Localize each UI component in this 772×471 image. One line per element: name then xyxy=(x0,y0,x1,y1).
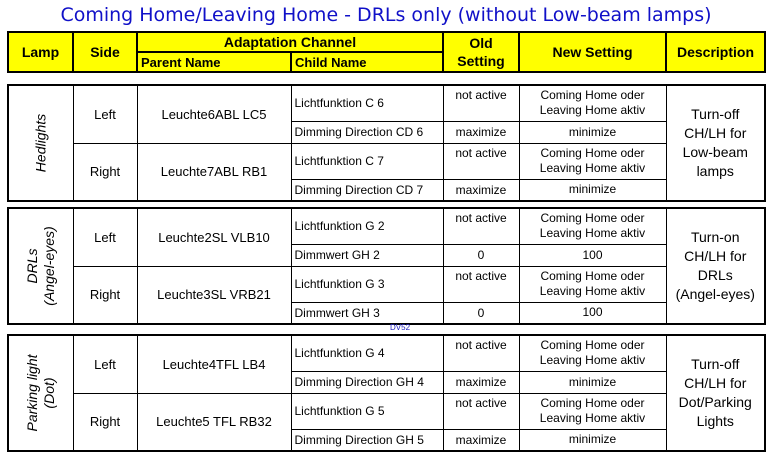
header-child-name: Child Name xyxy=(291,52,443,72)
lamp-cell xyxy=(8,208,73,324)
header-table xyxy=(7,31,766,73)
old-setting-cell: maximize xyxy=(443,179,519,201)
section-table xyxy=(7,207,766,325)
side-cell: Right xyxy=(73,143,137,201)
section-table xyxy=(7,334,766,452)
new-setting-line: 100 xyxy=(582,247,603,262)
child-name-cell: Dimming Direction GH 5 xyxy=(291,429,443,451)
side-cell: Left xyxy=(73,208,137,266)
watermark: DV52 xyxy=(390,323,411,332)
child-name-cell: Lichtfunktion G 2 xyxy=(291,208,443,244)
new-setting-line: Coming Home oder xyxy=(540,146,645,160)
side-cell: Right xyxy=(73,266,137,324)
child-name-cell: Dimmwert GH 2 xyxy=(291,244,443,266)
header-description: Description xyxy=(666,32,765,72)
side-cell: Left xyxy=(73,335,137,393)
description-line: Turn-off xyxy=(691,106,740,122)
new-setting-cell xyxy=(519,121,666,143)
new-setting-cell xyxy=(519,266,666,302)
header-old-setting xyxy=(443,32,519,72)
new-setting-line: Coming Home oder xyxy=(540,396,645,410)
new-setting-cell xyxy=(519,429,666,451)
new-setting-cell xyxy=(519,393,666,429)
lamp-label-line: Parking light xyxy=(23,354,40,432)
old-setting-cell: not active xyxy=(443,335,519,371)
new-setting-line: Leaving Home aktiv xyxy=(539,411,646,425)
description-line: CH/LH for xyxy=(684,125,747,141)
description-line: DRLs xyxy=(697,267,733,283)
parent-name-cell: Leuchte4TFL LB4 xyxy=(137,335,291,393)
description-cell xyxy=(666,85,765,201)
old-setting-cell: not active xyxy=(443,393,519,429)
old-setting-cell: maximize xyxy=(443,371,519,393)
description-cell xyxy=(666,335,765,451)
child-name-cell: Lichtfunktion G 4 xyxy=(291,335,443,371)
new-setting-line: minimize xyxy=(568,374,617,389)
new-setting-line: minimize xyxy=(568,182,617,197)
old-setting-cell: not active xyxy=(443,208,519,244)
child-name-cell: Lichtfunktion G 3 xyxy=(291,266,443,302)
child-name-cell: Lichtfunktion C 6 xyxy=(291,85,443,121)
new-setting-line: 100 xyxy=(582,305,603,320)
new-setting-cell xyxy=(519,143,666,179)
child-name-cell: Dimming Direction CD 7 xyxy=(291,179,443,201)
child-name-cell: Dimming Direction CD 6 xyxy=(291,121,443,143)
parent-name-cell: Leuchte5 TFL RB32 xyxy=(137,393,291,451)
lamp-label-line: DRLs xyxy=(23,248,40,284)
side-cell: Left xyxy=(73,85,137,143)
new-setting-cell xyxy=(519,302,666,324)
header-lamp: Lamp xyxy=(8,32,73,72)
new-setting-cell xyxy=(519,371,666,393)
description-line: CH/LH for xyxy=(684,375,747,391)
description-line: Turn-off xyxy=(691,356,740,372)
header-old-line-1: Old xyxy=(469,35,493,51)
header-side: Side xyxy=(73,32,137,72)
child-name-cell: Lichtfunktion G 5 xyxy=(291,393,443,429)
new-setting-line: Leaving Home aktiv xyxy=(539,353,646,368)
lamp-label-line: (Angel-eyes) xyxy=(40,226,57,306)
header-old-line-2: Setting xyxy=(457,53,505,69)
lamp-label xyxy=(24,354,58,431)
lamp-cell xyxy=(8,85,73,201)
new-setting-cell xyxy=(519,335,666,371)
description-line: CH/LH for xyxy=(684,248,747,264)
child-name-cell: Dimmwert GH 3 xyxy=(291,302,443,324)
lamp-label xyxy=(24,226,58,305)
old-setting-cell: 0 xyxy=(443,302,519,324)
description-line: lamps xyxy=(696,163,734,179)
old-setting-cell: maximize xyxy=(443,429,519,451)
header-adaptation-channel: Adaptation Channel xyxy=(137,32,443,52)
new-setting-cell xyxy=(519,244,666,266)
description-line: Dot/Parking xyxy=(678,394,752,410)
description-line: (Angel-eyes) xyxy=(675,286,755,302)
description-line: Low-beam xyxy=(682,144,748,160)
parent-name-cell: Leuchte3SL VRB21 xyxy=(137,266,291,324)
description-line: Lights xyxy=(696,413,734,429)
old-setting-cell: maximize xyxy=(443,121,519,143)
new-setting-line: Coming Home oder xyxy=(540,269,645,283)
section-table xyxy=(7,84,766,202)
old-setting-cell: not active xyxy=(443,143,519,179)
parent-name-cell: Leuchte2SL VLB10 xyxy=(137,208,291,266)
old-setting-cell: not active xyxy=(443,85,519,121)
old-setting-cell: 0 xyxy=(443,244,519,266)
header-parent-name: Parent Name xyxy=(137,52,291,72)
new-setting-line: Coming Home oder xyxy=(540,338,645,353)
new-setting-line: Leaving Home aktiv xyxy=(539,103,646,118)
new-setting-cell xyxy=(519,85,666,121)
old-setting-cell: not active xyxy=(443,266,519,302)
child-name-cell: Lichtfunktion C 7 xyxy=(291,143,443,179)
page-title: Coming Home/Leaving Home - DRLs only (without Low-beam lamps) xyxy=(60,4,712,26)
header-new-setting: New Setting xyxy=(519,32,666,72)
new-setting-line: minimize xyxy=(568,432,617,447)
lamp-label-line: (Dot) xyxy=(40,377,57,409)
new-setting-line: minimize xyxy=(568,124,617,139)
side-cell: Right xyxy=(73,393,137,451)
parent-name-cell: Leuchte6ABL LC5 xyxy=(137,85,291,143)
new-setting-line: Coming Home oder xyxy=(540,88,645,103)
new-setting-cell xyxy=(519,208,666,244)
new-setting-line: Leaving Home aktiv xyxy=(539,284,646,298)
lamp-label-line: Hedlights xyxy=(32,113,49,173)
lamp-cell xyxy=(8,335,73,451)
child-name-cell: Dimming Direction GH 4 xyxy=(291,371,443,393)
new-setting-line: Leaving Home aktiv xyxy=(539,161,646,175)
parent-name-cell: Leuchte7ABL RB1 xyxy=(137,143,291,201)
new-setting-cell xyxy=(519,179,666,201)
new-setting-line: Leaving Home aktiv xyxy=(539,226,646,241)
description-line: Turn-on xyxy=(690,229,740,245)
lamp-label xyxy=(32,114,49,172)
new-setting-line: Coming Home oder xyxy=(540,211,645,226)
description-cell xyxy=(666,208,765,324)
